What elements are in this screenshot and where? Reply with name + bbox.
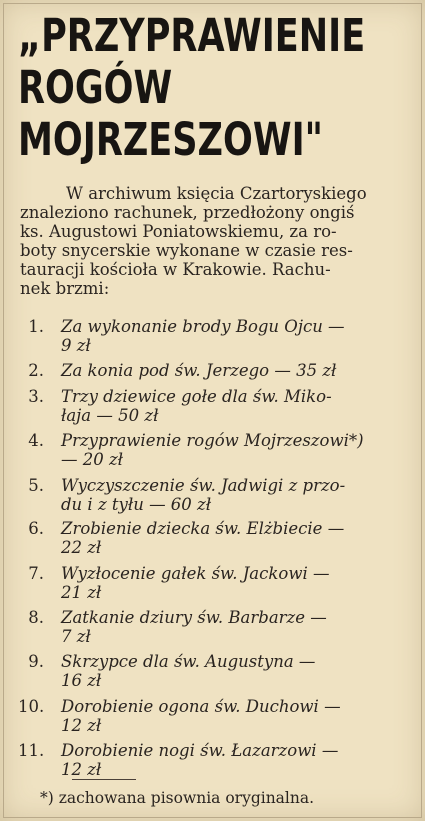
intro-paragraph [20, 184, 404, 298]
footnote: *) zachowana pisownia oryginalna. [40, 789, 315, 807]
item-number: 11. [18, 741, 45, 760]
item-text: Za konia pod św. Jerzego — 35 zł [61, 361, 337, 380]
headline-line-1: „PRZYPRAWIENIE [18, 9, 366, 62]
intro-line: znaleziono rachunek, przedłożony ongiś [20, 203, 355, 222]
item-text: Zatkanie dziury św. Barbarze — [61, 608, 327, 627]
item-number: 6. [28, 519, 44, 538]
item-number: 4. [28, 431, 44, 450]
intro-line: nek brzmi: [20, 279, 110, 298]
headline-line-2: ROGÓW [18, 61, 173, 114]
item-number: 5. [28, 476, 44, 495]
item-text: Wyczyszczenie św. Jadwigi z przo- [61, 476, 346, 495]
intro-line: boty snycerskie wykonane w czasie res- [20, 241, 353, 260]
item-number: 1. [28, 317, 44, 336]
item-number: 2. [28, 361, 44, 380]
item-number: 8. [28, 608, 44, 627]
item-number: 10. [18, 697, 45, 716]
item-text: Wyzłocenie gałek św. Jackowi — [61, 564, 330, 583]
item-number: 3. [28, 387, 44, 406]
item-text: Przyprawienie rogów Mojrzeszowi*) [61, 431, 364, 450]
item-text: Trzy dziewice gołe dla św. Miko- [61, 387, 332, 406]
item-text: łaja — 50 zł [61, 406, 159, 425]
item-text: Skrzypce dla św. Augustyna — [61, 652, 316, 671]
item-text: 21 zł [61, 583, 102, 602]
item-text: Zrobienie dziecka św. Elżbiecie — [61, 519, 345, 538]
item-text: 22 zł [61, 538, 102, 557]
item-number: 7. [28, 564, 44, 583]
item-text: 16 zł [61, 671, 102, 690]
item-text: Za wykonanie brody Bogu Ojcu — [61, 317, 345, 336]
intro-line: ks. Augustowi Poniatowskiemu, za ro- [20, 222, 337, 241]
intro-line: W archiwum księcia Czartoryskiego [66, 184, 367, 203]
item-text: — 20 zł [61, 450, 124, 469]
item-number: 9. [28, 652, 44, 671]
footnote-divider [72, 779, 136, 780]
item-text: du i z tyłu — 60 zł [61, 495, 212, 514]
item-text: Dorobienie nogi św. Łazarzowi — [61, 741, 339, 760]
item-text: Dorobienie ogona św. Duchowi — [61, 697, 341, 716]
intro-line: tauracji kościoła w Krakowie. Rachu- [20, 260, 331, 279]
item-text: 12 zł [61, 760, 102, 779]
headline-line-3: MOJRZESZOWI" [18, 113, 323, 166]
headline [18, 9, 366, 166]
item-text: 7 zł [61, 627, 91, 646]
item-text: 12 zł [61, 716, 102, 735]
item-text: 9 zł [61, 336, 91, 355]
